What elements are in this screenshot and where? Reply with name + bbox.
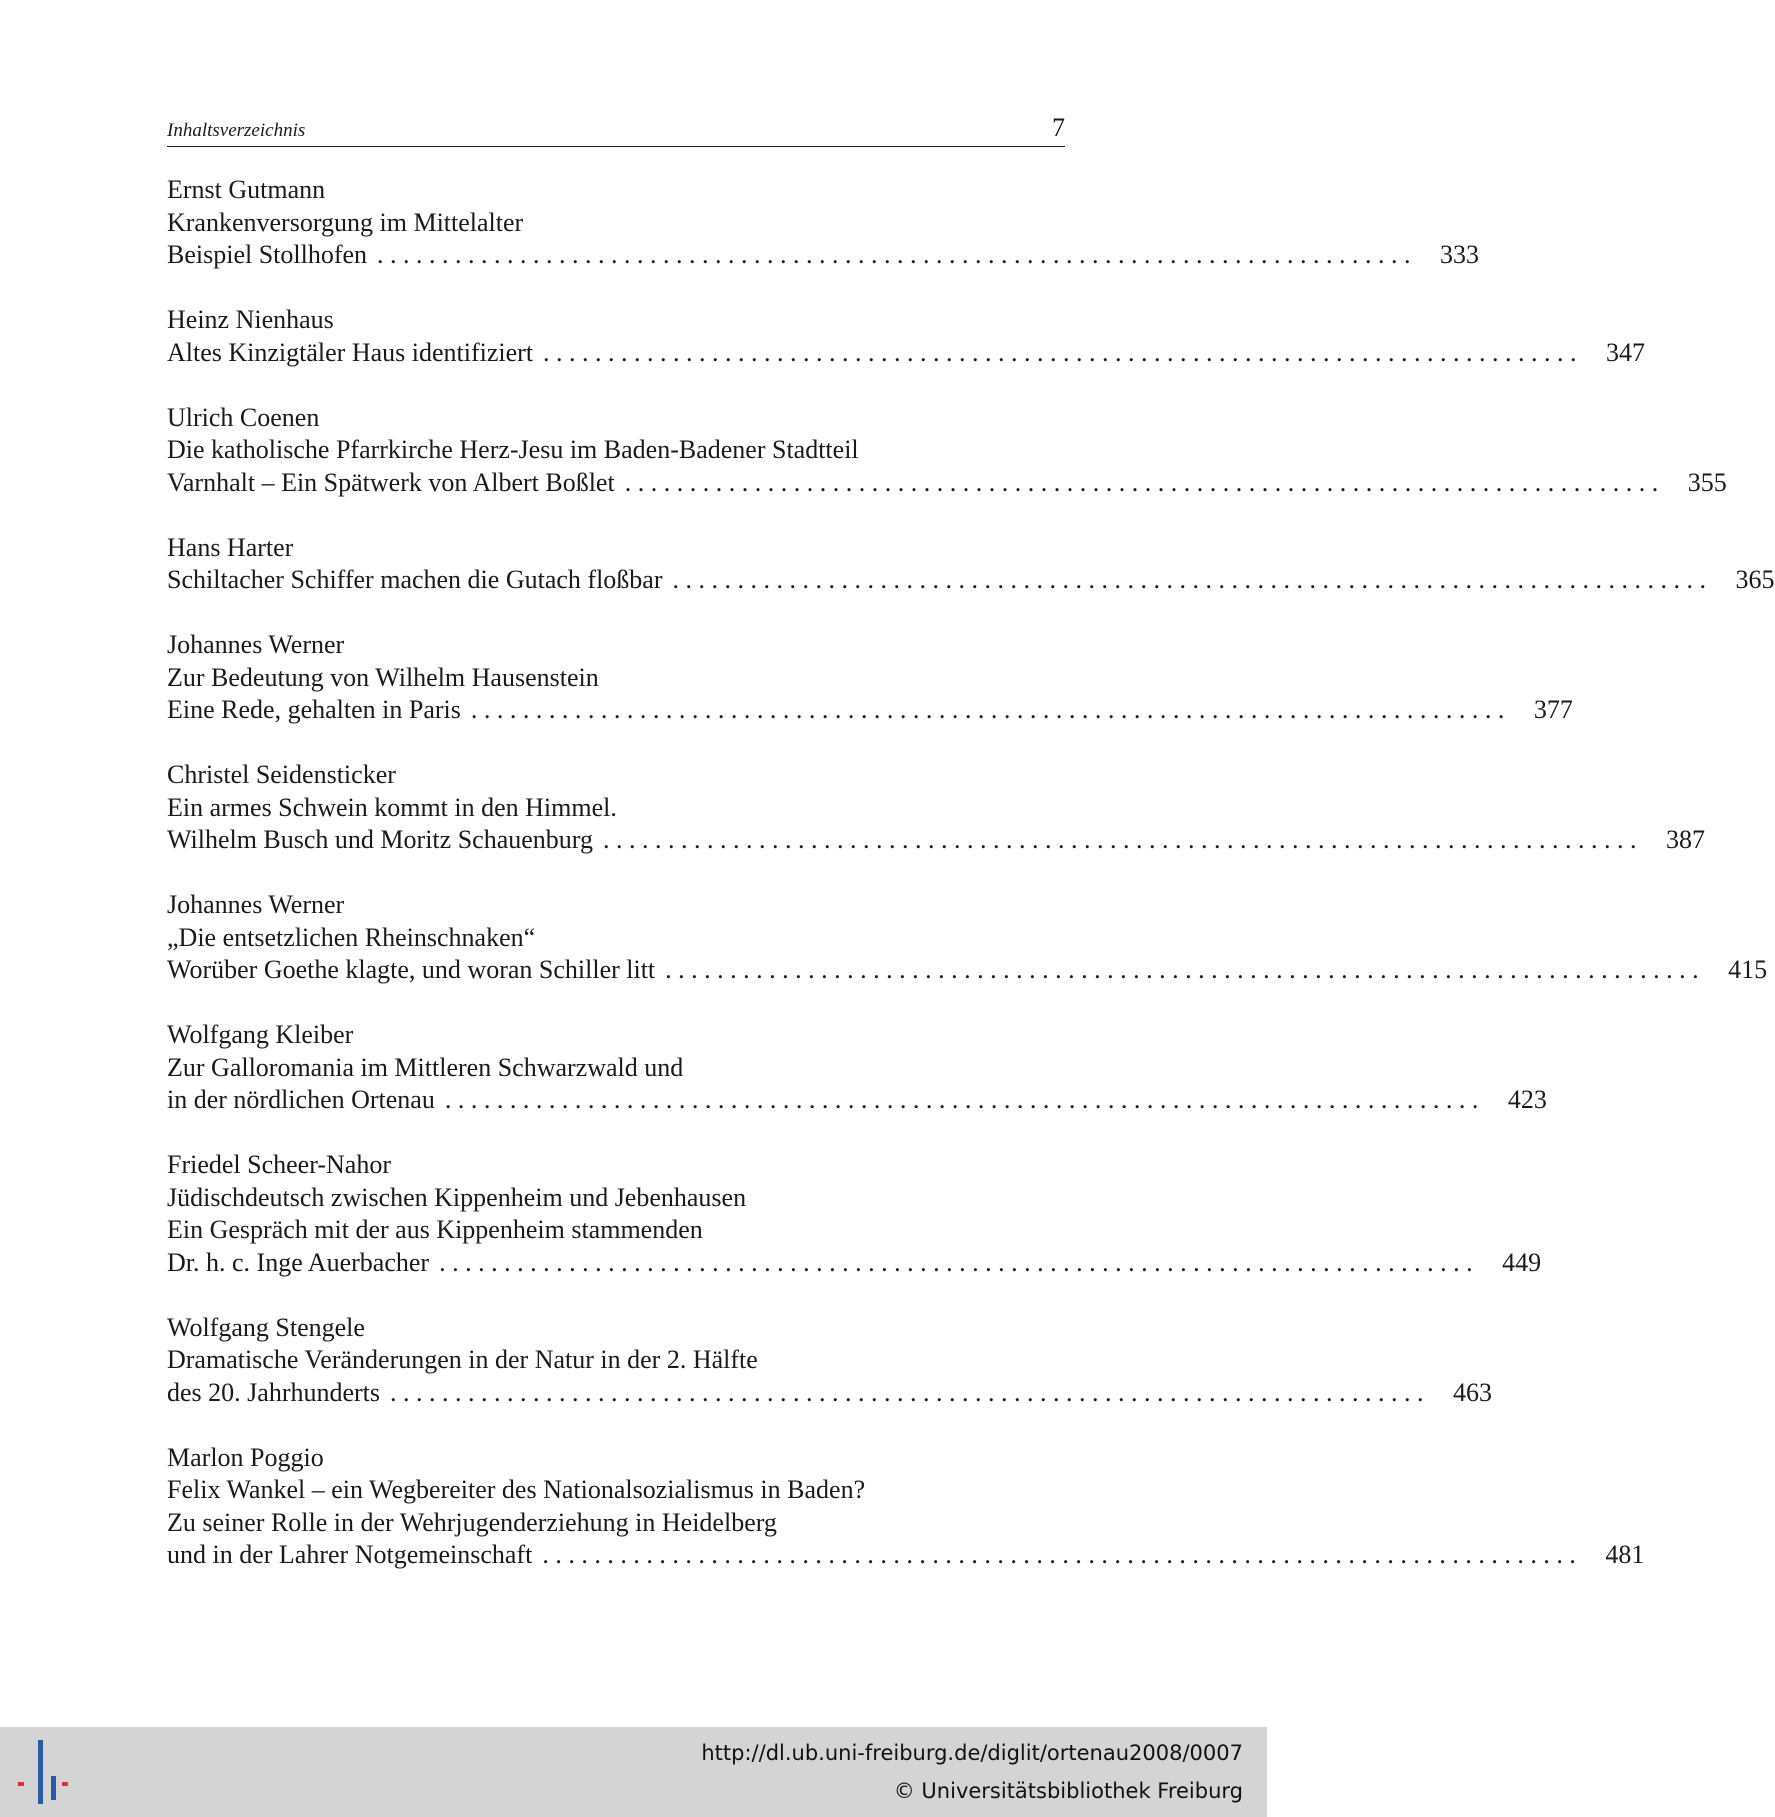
toc-title-line: Varnhalt – Ein Spätwerk von Albert Boßlet — [167, 467, 615, 497]
running-head — [167, 108, 1065, 147]
toc-entry — [167, 759, 1705, 857]
toc-title-line: Altes Kinzigtäler Haus identifiziert — [167, 337, 534, 367]
toc-page-number: 449 — [1502, 1247, 1542, 1277]
toc-entry — [167, 532, 1775, 597]
toc-entry — [167, 629, 1573, 727]
toc-title-line: Schiltacher Schiffer machen die Gutach floßbar — [167, 565, 663, 594]
toc-title-line: Dramatische Veränderungen in der Natur in der 2. Hälfte — [167, 1345, 758, 1374]
copyright-text: © Universitätsbibliothek Freiburg — [893, 1779, 1243, 1803]
toc-leader-line — [167, 824, 1705, 857]
dot-leader: ................................................................................ — [672, 565, 1713, 594]
toc-title-line: Wilhelm Busch und Moritz Schauenburg — [167, 825, 593, 854]
toc-author: Ulrich Coenen — [167, 402, 320, 432]
dot-leader: ................................................................................ — [542, 1540, 1583, 1569]
toc-title-line: Jüdischdeutsch zwischen Kippenheim und Jebenhausen — [167, 1182, 747, 1212]
toc-title-line: Ein armes Schwein kommt in den Himmel. — [167, 792, 617, 822]
toc-entry — [167, 1442, 1645, 1572]
toc-author: Johannes Werner — [167, 890, 345, 919]
toc-entry — [167, 174, 1480, 272]
toc-entry — [167, 1312, 1493, 1410]
toc-leader-line — [167, 564, 1775, 597]
toc-title-line: Krankenversorgung im Mittelalter — [167, 207, 524, 237]
logo-bar-right — [62, 1782, 68, 1786]
dot-leader: ................................................................................ — [390, 1377, 1431, 1407]
toc-page-number: 347 — [1606, 337, 1646, 367]
toc-page-number: 463 — [1453, 1377, 1493, 1407]
toc-leader-line — [167, 694, 1573, 727]
toc-leader-line — [167, 337, 1646, 370]
toc-title-line: Zu seiner Rolle in der Wehrjugenderziehung in Heidelberg — [167, 1507, 777, 1537]
toc-author: Ernst Gutmann — [167, 175, 326, 204]
toc-author: Hans Harter — [167, 532, 294, 562]
toc-title-line: des 20. Jahrhunderts — [167, 1377, 381, 1407]
toc-page-number: 365 — [1735, 565, 1775, 594]
toc-title-line: „Die entsetzlichen Rheinschnaken“ — [167, 922, 536, 952]
toc-author: Wolfgang Stengele — [167, 1312, 365, 1342]
toc-title-line: Felix Wankel – ein Wegbereiter des Nationalsozialismus in Baden? — [167, 1475, 866, 1504]
toc-entry — [167, 1149, 1542, 1279]
dot-leader: ................................................................................ — [602, 825, 1643, 854]
toc-page-number: 481 — [1605, 1540, 1645, 1569]
running-head-title: Inhaltsverzeichnis — [167, 120, 306, 141]
toc-leader-line — [167, 1539, 1645, 1572]
ub-freiburg-logo — [16, 1740, 80, 1804]
toc-page-number: 355 — [1687, 467, 1727, 497]
footer-bar — [0, 1727, 1267, 1817]
logo-bar-left — [18, 1782, 24, 1786]
toc-title-line: Beispiel Stollhofen — [167, 240, 368, 269]
toc-author: Friedel Scheer-Nahor — [167, 1150, 391, 1179]
logo-bar-center-top — [38, 1740, 43, 1786]
toc-entry — [167, 402, 1727, 500]
logo-bar-mid — [51, 1776, 56, 1800]
toc-page-number: 423 — [1507, 1085, 1547, 1114]
dot-leader: ................................................................................ — [543, 337, 1584, 367]
toc-author: Marlon Poggio — [167, 1442, 324, 1472]
toc-title-line: Zur Bedeutung von Wilhelm Hausenstein — [167, 662, 599, 692]
toc-page-number: 415 — [1728, 955, 1768, 984]
toc-author: Johannes Werner — [167, 630, 345, 659]
toc-leader-line — [167, 1377, 1493, 1410]
toc-page-number: 377 — [1533, 695, 1573, 724]
dot-leader: ................................................................................ — [444, 1085, 1485, 1114]
toc-page-number: 333 — [1440, 240, 1480, 269]
toc-title-line: Die katholische Pfarrkirche Herz-Jesu im Baden-Badener Stadtteil — [167, 435, 859, 464]
logo-bar-center-bottom — [38, 1782, 43, 1804]
toc-title-line: in der nördlichen Ortenau — [167, 1085, 435, 1114]
toc-leader-line — [167, 954, 1768, 987]
toc-title-line: Dr. h. c. Inge Auerbacher — [167, 1247, 430, 1277]
toc-title-line: und in der Lahrer Notgemeinschaft — [167, 1540, 533, 1569]
dot-leader: ................................................................................ — [624, 467, 1665, 497]
toc-leader-line — [167, 1084, 1547, 1117]
toc-author: Christel Seidensticker — [167, 760, 396, 789]
dot-leader: ................................................................................ — [665, 955, 1706, 984]
dot-leader: ................................................................................ — [377, 240, 1418, 269]
toc-title-line: Worüber Goethe klagte, und woran Schiller litt — [167, 955, 656, 984]
table-of-contents — [167, 174, 1775, 1604]
toc-leader-line — [167, 1247, 1542, 1280]
toc-title-line: Ein Gespräch mit der aus Kippenheim stammenden — [167, 1215, 703, 1244]
toc-author: Wolfgang Kleiber — [167, 1020, 354, 1049]
dot-leader: ................................................................................ — [470, 695, 1511, 724]
page-number: 7 — [1052, 113, 1065, 142]
toc-title-line: Eine Rede, gehalten in Paris — [167, 695, 461, 724]
toc-leader-line — [167, 467, 1727, 500]
toc-entry — [167, 304, 1646, 369]
source-url-link[interactable]: http://dl.ub.uni-freiburg.de/diglit/ortenau2008/0007 — [701, 1741, 1243, 1765]
toc-author: Heinz Nienhaus — [167, 305, 334, 334]
toc-leader-line — [167, 239, 1480, 272]
toc-title-line: Zur Galloromania im Mittleren Schwarzwald und — [167, 1052, 684, 1082]
toc-entry — [167, 1019, 1547, 1117]
toc-entry — [167, 889, 1768, 987]
toc-page-number: 387 — [1665, 825, 1705, 854]
dot-leader: ................................................................................ — [439, 1247, 1480, 1277]
